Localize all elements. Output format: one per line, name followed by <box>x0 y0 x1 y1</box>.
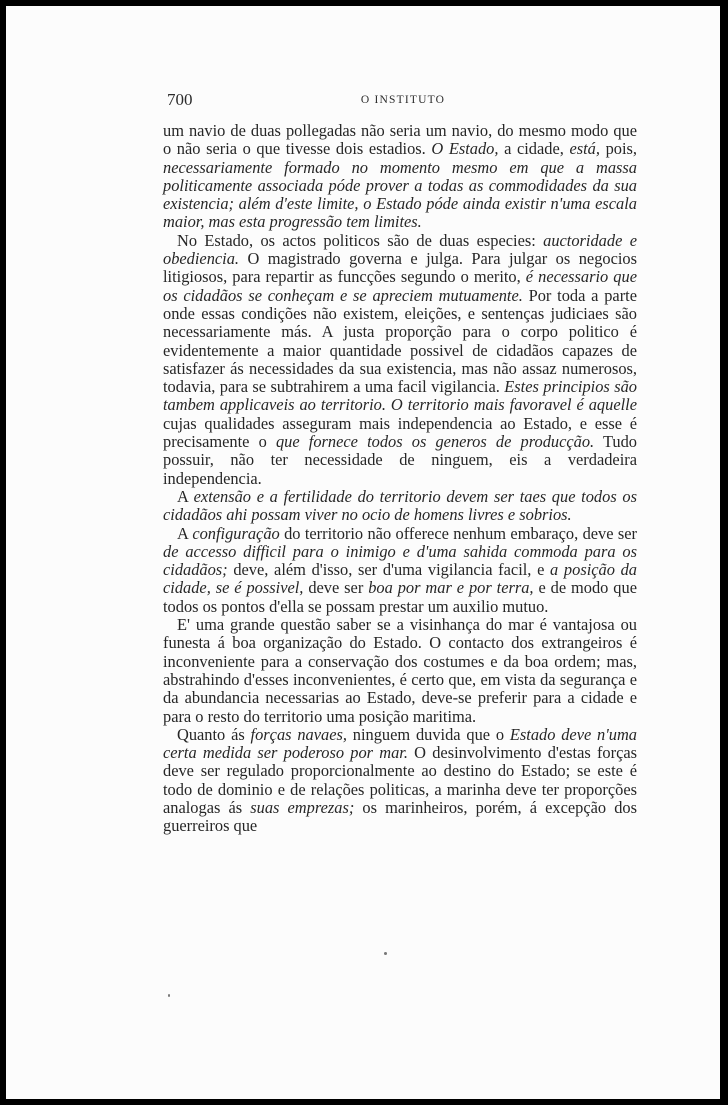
italic-text-segment: extensão e a fertilidade do territorio devem ser taes que todos os cidadãos ahi possam viver no ocio de homens livres e sobrios. <box>163 486 637 525</box>
italic-text-segment: configuração <box>192 523 280 543</box>
text-segment: E' uma grande questão saber se a visinhança do mar é vantajosa ou funesta á boa organização do Estado. O contacto dos extrangeiros é inconveniente para a conservação dos costumes e da boa ordem; mas, abstrahindo d'esses inconvenientes, é certo que, em vista da segurança e da abundancia necessarias ao Estado, deve-se preferir para a cidade e para o resto do territorio uma posição maritima. <box>163 615 637 726</box>
page-sheet <box>6 6 720 1099</box>
body-text <box>163 122 637 836</box>
running-title: O INSTITUTO <box>360 94 446 106</box>
paragraph <box>163 726 637 836</box>
text-segment: A <box>177 486 194 506</box>
text-segment: deve, além d'isso, ser d'uma vigilancia facil, e <box>227 560 551 580</box>
italic-text-segment: Estado deve n'uma certa medida ser poderoso por mar. <box>163 724 637 763</box>
italic-text-segment: que fornece todos os generos de producção. <box>275 432 595 452</box>
text-segment: No Estado, os actos politicos são de duas especies: <box>177 230 544 250</box>
italic-text-segment: O Estado, <box>431 139 499 159</box>
text-segment: e de modo que todos os pontos d'ella se possam prestar um auxilio mutuo. <box>163 578 637 616</box>
paragraph <box>163 122 637 232</box>
paragraph <box>163 616 637 726</box>
italic-text-segment: de accesso difficil para o inimigo e d'uma sahida commoda para os cidadãos; <box>163 541 637 580</box>
text-segment: ninguem duvida que o <box>346 724 510 744</box>
text-segment: Tudo possuir, não ter necessidade de ninguem, eis a verdadeira independencia. <box>163 432 637 488</box>
text-segment: um navio de duas pollegadas não seria um navio, do mesmo modo que o não seria o que tivesse dois estadios. <box>163 121 637 159</box>
text-segment: os marinheiros, porém, á excepção dos guerreiros que <box>163 797 637 836</box>
print-speck <box>384 952 387 955</box>
text-segment: cujas qualidades asseguram mais independencia ao Estado, e esse é precisamente o <box>163 413 637 452</box>
italic-text-segment: é necessario que os cidadãos se conheçam e se apreciem mutuamente. <box>163 267 637 305</box>
page-number: 700 <box>167 90 193 109</box>
running-header <box>167 90 635 114</box>
print-speck <box>168 994 170 997</box>
italic-text-segment: está, <box>569 139 600 159</box>
text-segment: A <box>177 523 193 543</box>
paragraph <box>163 488 637 525</box>
text-segment: do territorio não offerece nenhum embaraço, deve ser <box>279 523 638 543</box>
text-segment: a cidade, <box>498 139 570 159</box>
text-segment: O magistrado governa e julga. Para julgar os negocios litigiosos, para repartir as funcções segundo o merito, <box>163 249 637 287</box>
italic-text-segment: suas emprezas; <box>250 797 355 817</box>
paragraph <box>163 232 637 488</box>
text-segment: Quanto ás <box>177 724 251 744</box>
text-segment: Por toda a parte onde essas condições não existem, eleições, e sentenças judiciaes são necessariamente más. A justa proporção para o corpo politico é evidentemente a maior quantidade possivel de cidadãos capazes de satisfazer ás necessidades da sua existencia, mas não assaz numerosos, todavia, para se subtrahirem a uma facil vigilancia. <box>163 285 637 397</box>
text-segment: pois, <box>599 139 637 159</box>
italic-text-segment: auctoridade e obediencia. <box>163 230 637 269</box>
paragraph <box>163 525 637 616</box>
italic-text-segment: necessariamente formado no momento mesmo em que a massa politicamente associada póde prover a todas as commodidades da sua existencia; além d'este limite, o Estado póde ainda existir n'uma escala maior, mas esta progressão tem limites. <box>163 157 637 232</box>
italic-text-segment: forças navaes, <box>250 724 347 744</box>
italic-text-segment: boa por mar e por terra, <box>368 578 534 598</box>
italic-text-segment: Estes principios são tambem applicaveis ao territorio. O territorio mais favoravel é aquelle <box>163 377 637 415</box>
text-segment: deve ser <box>303 578 369 598</box>
italic-text-segment: a posição da cidade, se é possivel, <box>163 560 637 598</box>
text-segment: O desinvolvimento d'estas forças deve ser regulado proporcionalmente ao destino do Estado; se este é todo de dominio e de relações politicas, a marinha deve ter proporções analogas ás <box>163 743 637 817</box>
